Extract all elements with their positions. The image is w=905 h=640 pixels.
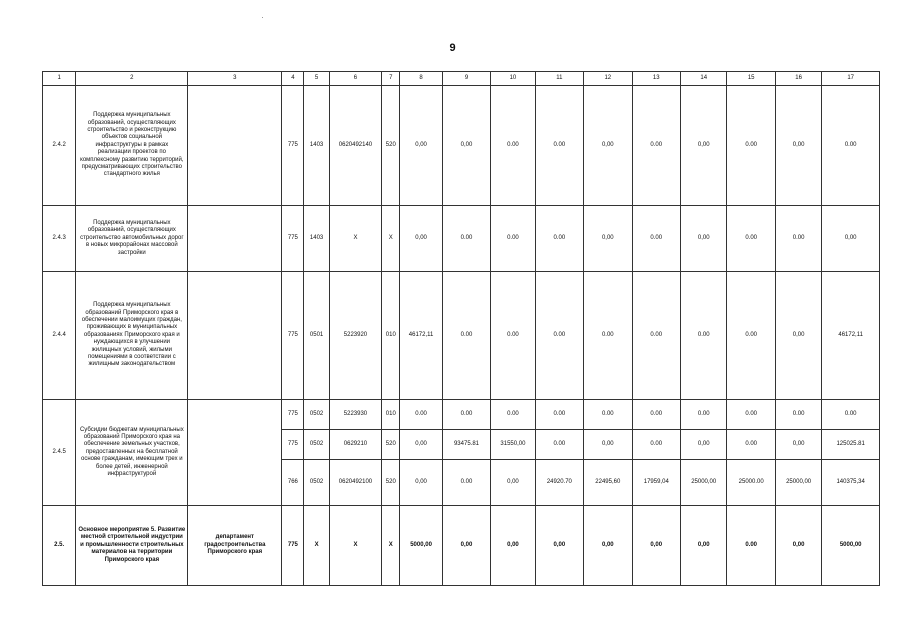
table-cell: 0,00 — [400, 206, 442, 272]
table-cell: 0.00 — [584, 272, 632, 400]
table-cell: 0,00 — [822, 206, 880, 272]
table-cell: 0.00 — [491, 206, 535, 272]
table-cell: 0.00 — [491, 400, 535, 430]
table-row — [43, 272, 880, 400]
column-number: 7 — [382, 72, 400, 86]
scan-speck — [262, 17, 263, 18]
table-cell: 25000,00 — [775, 460, 821, 506]
table-cell: X — [329, 206, 382, 272]
table-cell: 0.00 — [584, 400, 632, 430]
table-cell: 0.00 — [535, 206, 583, 272]
column-number: 11 — [535, 72, 583, 86]
table-cell: 0.00 — [535, 272, 583, 400]
column-number: 17 — [822, 72, 880, 86]
column-number: 13 — [632, 72, 680, 86]
table-cell: 0.00 — [727, 86, 775, 206]
table-cell: X — [329, 506, 382, 586]
column-number: 16 — [775, 72, 821, 86]
table-cell: 0501 — [304, 272, 329, 400]
column-number-row — [43, 72, 880, 86]
table-cell: 0,00 — [681, 86, 727, 206]
table-cell: 775 — [282, 272, 304, 400]
table-cell: 0.00 — [535, 430, 583, 460]
table-cell: 125025.81 — [822, 430, 880, 460]
table-cell: 0.00 — [822, 86, 880, 206]
table-cell: 0502 — [304, 430, 329, 460]
table-cell: 5223930 — [329, 400, 382, 430]
table-cell: 0.00 — [400, 400, 442, 430]
column-number: 14 — [681, 72, 727, 86]
column-number: 12 — [584, 72, 632, 86]
table-cell: 0,00 — [775, 86, 821, 206]
table-cell: 1403 — [304, 86, 329, 206]
table-cell: 0.00 — [491, 272, 535, 400]
row-description: Поддержка муниципальных образований, осуществляющих строительство и реконструкцию объектов социальной инфраструктуры в рамках реализации проектов по комплексному развитию территорий, предусматривающих строительство стандартного жилья — [76, 86, 188, 206]
table-cell: 010 — [382, 400, 400, 430]
table-cell: 0,00 — [442, 86, 490, 206]
table-cell: 46172,11 — [400, 272, 442, 400]
row-number: 2.4.3 — [43, 206, 76, 272]
table-cell: 0.00 — [822, 400, 880, 430]
table-cell: 775 — [282, 430, 304, 460]
table-cell: 0629210 — [329, 430, 382, 460]
column-number: 8 — [400, 72, 442, 86]
table-cell: 24920.70 — [535, 460, 583, 506]
row-description: Поддержка муниципальных образований, осуществляющих строительство автомобильных дорог в новых микрорайонах массовой застройки — [76, 206, 188, 272]
table-cell: 520 — [382, 460, 400, 506]
row-executor — [188, 86, 282, 206]
table-cell: 0.00 — [632, 206, 680, 272]
table-row — [43, 86, 880, 206]
table-cell: 0,00 — [584, 86, 632, 206]
table-cell: 0,00 — [400, 460, 442, 506]
column-number: 6 — [329, 72, 382, 86]
table-cell: 0502 — [304, 460, 329, 506]
table-cell: 0,00 — [400, 86, 442, 206]
table-cell: 775 — [282, 206, 304, 272]
table-cell: 0,00 — [584, 430, 632, 460]
table-cell: 93475.81 — [442, 430, 490, 460]
table-cell: 0,00 — [681, 206, 727, 272]
table-cell: 775 — [282, 506, 304, 586]
table-cell: 25000.00 — [727, 460, 775, 506]
table-cell: 0.00 — [632, 272, 680, 400]
row-number: 2.5. — [43, 506, 76, 586]
table-cell: 0.00 — [535, 400, 583, 430]
table-row — [43, 400, 880, 430]
table-cell: 31550,00 — [491, 430, 535, 460]
table-cell: 5000,00 — [400, 506, 442, 586]
table-cell: 22495,60 — [584, 460, 632, 506]
table-cell: 0.00 — [727, 506, 775, 586]
column-number: 15 — [727, 72, 775, 86]
table-cell: 0,00 — [775, 430, 821, 460]
table-cell: 0.00 — [681, 272, 727, 400]
table-cell: 0,00 — [442, 506, 490, 586]
table-cell: 17959,04 — [632, 460, 680, 506]
table-cell: 0.00 — [775, 206, 821, 272]
table-cell: 766 — [282, 460, 304, 506]
table-cell: 0,00 — [584, 206, 632, 272]
budget-table — [42, 71, 880, 586]
table-cell: 25000,00 — [681, 460, 727, 506]
table-cell: 0,00 — [775, 272, 821, 400]
row-number: 2.4.5 — [43, 400, 76, 506]
table-cell: 0,00 — [491, 506, 535, 586]
page-number: 9 — [449, 42, 456, 54]
table-cell: 0.00 — [727, 272, 775, 400]
table-cell: 0620492140 — [329, 86, 382, 206]
column-number: 4 — [282, 72, 304, 86]
table-cell: 0,00 — [400, 430, 442, 460]
table-cell: 0,00 — [775, 506, 821, 586]
table-cell: 0.00 — [727, 206, 775, 272]
table-cell: 520 — [382, 430, 400, 460]
table-cell: 0,00 — [584, 506, 632, 586]
column-number: 5 — [304, 72, 329, 86]
table-cell: 0,00 — [491, 460, 535, 506]
table-row — [43, 506, 880, 586]
table-cell: 0,00 — [681, 506, 727, 586]
column-number: 1 — [43, 72, 76, 86]
table-cell: 1403 — [304, 206, 329, 272]
table-cell: X — [304, 506, 329, 586]
column-number: 9 — [442, 72, 490, 86]
table-cell: 0.00 — [442, 400, 490, 430]
table-cell: 0502 — [304, 400, 329, 430]
table-cell: 0620492100 — [329, 460, 382, 506]
table-cell: 0.00 — [632, 430, 680, 460]
table-cell: 0,00 — [632, 506, 680, 586]
row-executor — [188, 400, 282, 506]
table-cell: 140375,34 — [822, 460, 880, 506]
table-cell: 0.00 — [442, 460, 490, 506]
row-executor — [188, 206, 282, 272]
table-cell: 0.00 — [535, 86, 583, 206]
table-cell: 5223920 — [329, 272, 382, 400]
table-cell: 0.00 — [442, 206, 490, 272]
table-cell: 0.00 — [632, 400, 680, 430]
row-executor — [188, 272, 282, 400]
table-cell: 0.00 — [727, 430, 775, 460]
table-cell: 520 — [382, 86, 400, 206]
table-cell: 0.00 — [775, 400, 821, 430]
row-executor: департамент градостроительства Приморского края — [188, 506, 282, 586]
row-number: 2.4.2 — [43, 86, 76, 206]
table-cell: 0.00 — [491, 86, 535, 206]
column-number: 10 — [491, 72, 535, 86]
table-cell: 0.00 — [681, 400, 727, 430]
row-description: Поддержка муниципальных образований Приморского края в обеспечении малоимущих граждан, проживающих в муниципальных образованиях Приморского края и нуждающихся в улучшении жилищных условий, жилыми помещениями в соответствии с жилищным законодательством — [76, 272, 188, 400]
table-cell: 5000,00 — [822, 506, 880, 586]
row-description: Субсидии бюджетам муниципальных образований Приморского края на обеспечение земельных участков, предоставленных на бесплатной основе гражданам, имеющим трех и более детей, инженерной инфраструктурой — [76, 400, 188, 506]
table-cell: 0.00 — [632, 86, 680, 206]
table-cell: X — [382, 506, 400, 586]
table-cell: 0,00 — [535, 506, 583, 586]
table-cell: X — [382, 206, 400, 272]
row-description: Основное мероприятие 5. Развитие местной строительной индустрии и промышленности строительных материалов на территории Приморского края — [76, 506, 188, 586]
column-number: 2 — [76, 72, 188, 86]
table-cell: 0.00 — [727, 400, 775, 430]
table-cell: 010 — [382, 272, 400, 400]
table-cell: 0,00 — [681, 430, 727, 460]
column-number: 3 — [188, 72, 282, 86]
row-number: 2.4.4 — [43, 272, 76, 400]
table-cell: 46172,11 — [822, 272, 880, 400]
table-cell: 775 — [282, 86, 304, 206]
table-cell: 0.00 — [442, 272, 490, 400]
table-row — [43, 206, 880, 272]
table-cell: 775 — [282, 400, 304, 430]
